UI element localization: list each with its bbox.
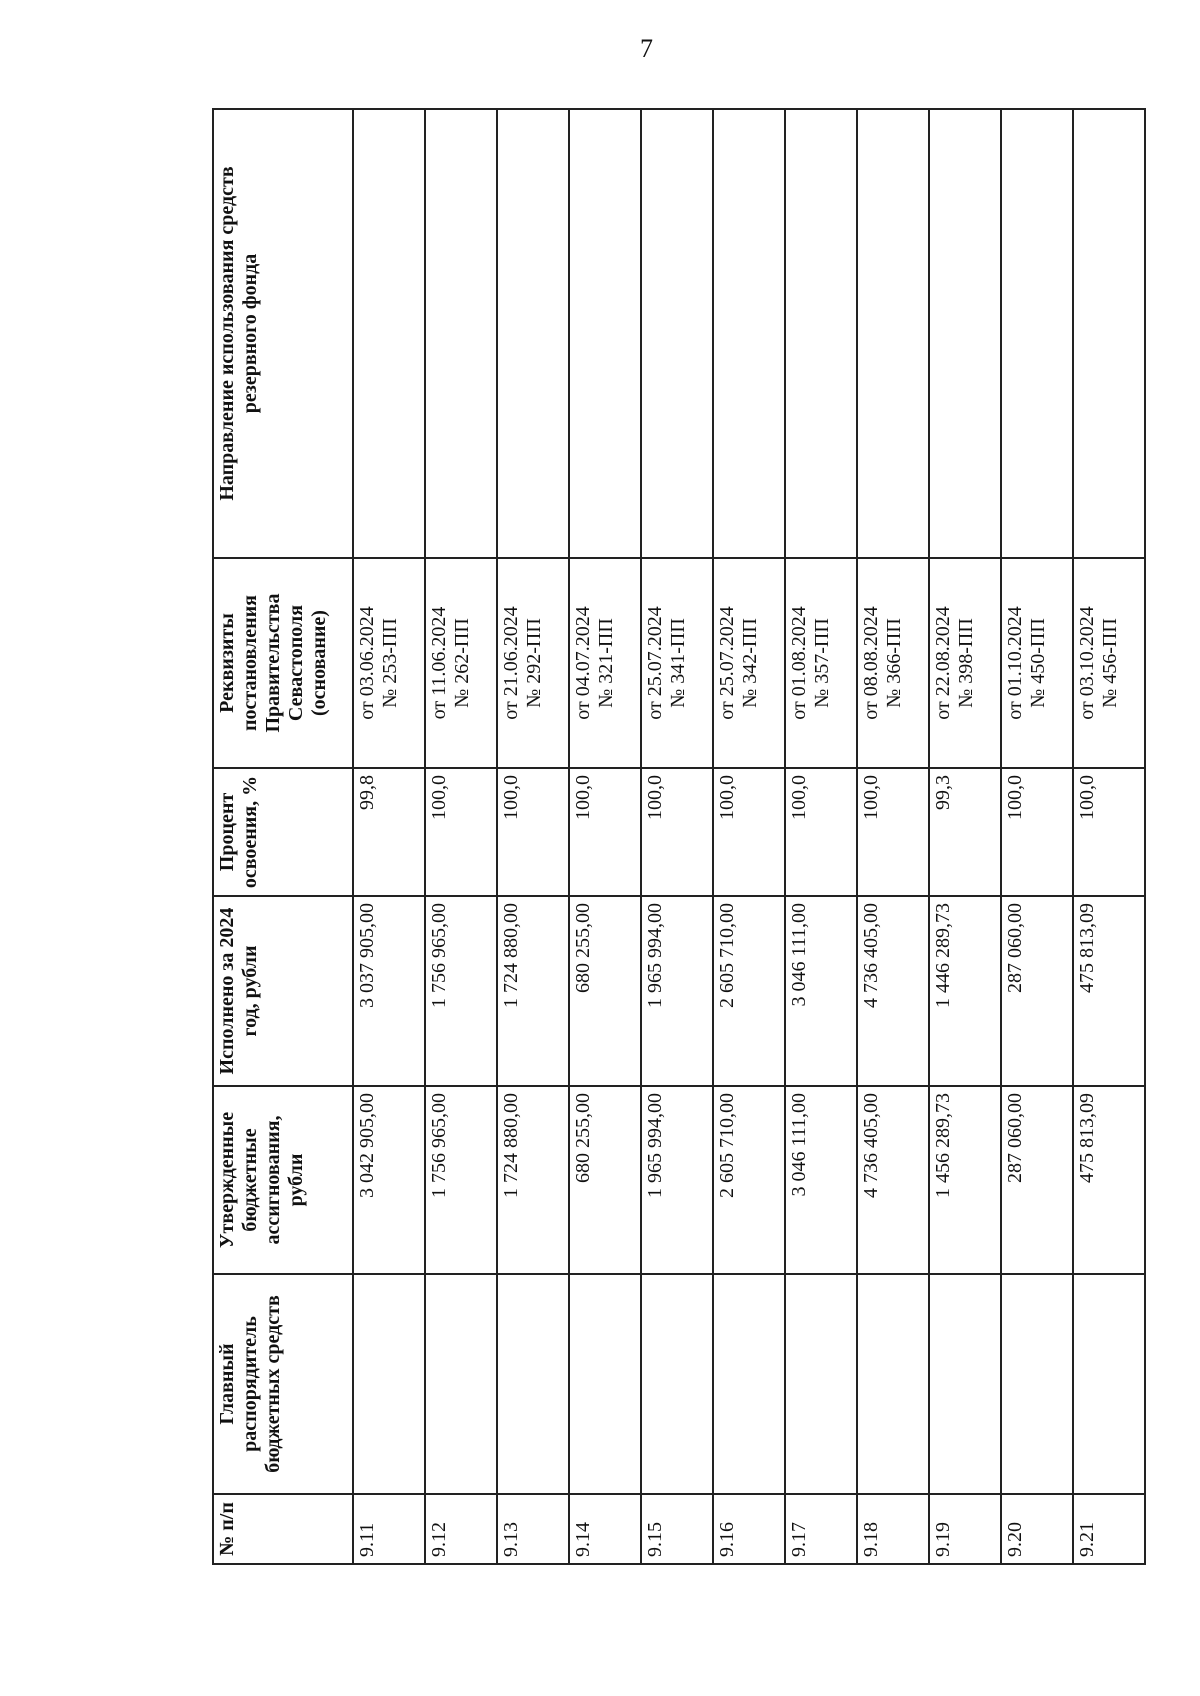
table-header-row — [213, 109, 353, 1564]
regulation-date: от 21.06.2024 — [500, 606, 522, 720]
table-row — [497, 109, 569, 1564]
regulation-number: № 357-ПП — [811, 618, 833, 708]
table-row — [929, 109, 1001, 1564]
regulation-date: от 25.07.2024 — [644, 606, 666, 720]
cell-approved: 1 965 994,00 — [641, 1086, 713, 1274]
cell-org — [353, 1274, 425, 1494]
regulation-date: от 22.08.2024 — [932, 606, 954, 720]
cell-org — [1073, 1274, 1145, 1494]
cell-direction — [857, 109, 929, 558]
cell-approved: 1 756 965,00 — [425, 1086, 497, 1274]
header-executed: Исполнено за 2024 год, рубли — [213, 896, 353, 1086]
header-regulation: Реквизиты постановления Правительства Севастополя (основание) — [213, 558, 353, 768]
table-row — [785, 109, 857, 1564]
cell-org — [497, 1274, 569, 1494]
table-row — [1001, 109, 1073, 1564]
regulation-number: № 253-ПП — [379, 618, 401, 708]
cell-percent: 100,0 — [1073, 768, 1145, 896]
cell-executed: 1 756 965,00 — [425, 896, 497, 1086]
cell-direction — [353, 109, 425, 558]
cell-executed: 475 813,09 — [1073, 896, 1145, 1086]
cell-percent: 99,3 — [929, 768, 1001, 896]
cell-executed: 4 736 405,00 — [857, 896, 929, 1086]
cell-regulation — [713, 558, 785, 768]
cell-direction — [1001, 109, 1073, 558]
cell-org — [569, 1274, 641, 1494]
regulation-date: от 08.08.2024 — [860, 606, 882, 720]
regulation-date: от 04.07.2024 — [572, 606, 594, 720]
cell-executed: 2 605 710,00 — [713, 896, 785, 1086]
cell-direction — [785, 109, 857, 558]
cell-percent: 99,8 — [353, 768, 425, 896]
cell-num: 9.19 — [929, 1494, 1001, 1564]
cell-regulation — [1001, 558, 1073, 768]
cell-percent: 100,0 — [425, 768, 497, 896]
cell-approved: 3 046 111,00 — [785, 1086, 857, 1274]
cell-regulation — [1073, 558, 1145, 768]
cell-direction — [641, 109, 713, 558]
cell-direction — [929, 109, 1001, 558]
cell-direction — [569, 109, 641, 558]
regulation-number: № 292-ПП — [523, 618, 545, 708]
table-row — [1073, 109, 1145, 1564]
cell-percent: 100,0 — [569, 768, 641, 896]
cell-executed: 1 724 880,00 — [497, 896, 569, 1086]
cell-regulation — [353, 558, 425, 768]
cell-direction — [713, 109, 785, 558]
cell-org — [1001, 1274, 1073, 1494]
cell-executed: 680 255,00 — [569, 896, 641, 1086]
regulation-date: от 25.07.2024 — [716, 606, 738, 720]
header-org: Главный распорядитель бюджетных средств — [213, 1274, 353, 1494]
regulation-date: от 03.10.2024 — [1076, 606, 1098, 720]
cell-num: 9.17 — [785, 1494, 857, 1564]
regulation-number: № 450-ПП — [1027, 618, 1049, 708]
cell-approved: 3 042 905,00 — [353, 1086, 425, 1274]
reserve-fund-table — [212, 108, 1146, 1565]
regulation-date: от 01.08.2024 — [788, 606, 810, 720]
cell-percent: 100,0 — [1001, 768, 1073, 896]
cell-regulation — [929, 558, 1001, 768]
cell-percent: 100,0 — [497, 768, 569, 896]
cell-approved: 1 456 289,73 — [929, 1086, 1001, 1274]
cell-approved: 4 736 405,00 — [857, 1086, 929, 1274]
cell-direction — [497, 109, 569, 558]
regulation-number: № 262-ПП — [451, 618, 473, 708]
cell-num: 9.21 — [1073, 1494, 1145, 1564]
cell-num: 9.12 — [425, 1494, 497, 1564]
cell-percent: 100,0 — [713, 768, 785, 896]
regulation-date: от 11.06.2024 — [428, 606, 450, 720]
regulation-number: № 342-ПП — [739, 618, 761, 708]
cell-executed: 1 965 994,00 — [641, 896, 713, 1086]
cell-approved: 2 605 710,00 — [713, 1086, 785, 1274]
cell-num: 9.16 — [713, 1494, 785, 1564]
header-direction: Направление использования средств резервного фонда — [213, 109, 353, 558]
regulation-number: № 341-ПП — [667, 618, 689, 708]
regulation-number: № 321-ПП — [595, 618, 617, 708]
cell-regulation — [641, 558, 713, 768]
table-row — [857, 109, 929, 1564]
cell-regulation — [857, 558, 929, 768]
cell-executed: 3 037 905,00 — [353, 896, 425, 1086]
cell-org — [713, 1274, 785, 1494]
table-row — [641, 109, 713, 1564]
cell-org — [425, 1274, 497, 1494]
cell-approved: 287 060,00 — [1001, 1086, 1073, 1274]
cell-num: 9.11 — [353, 1494, 425, 1564]
cell-num: 9.15 — [641, 1494, 713, 1564]
regulation-number: № 398-ПП — [955, 618, 977, 708]
cell-direction — [1073, 109, 1145, 558]
cell-executed: 287 060,00 — [1001, 896, 1073, 1086]
cell-org — [857, 1274, 929, 1494]
cell-regulation — [569, 558, 641, 768]
cell-num: 9.14 — [569, 1494, 641, 1564]
cell-percent: 100,0 — [641, 768, 713, 896]
header-percent: Процент освоения, % — [213, 768, 353, 896]
cell-num: 9.20 — [1001, 1494, 1073, 1564]
cell-regulation — [497, 558, 569, 768]
cell-org — [785, 1274, 857, 1494]
regulation-number: № 366-ПП — [883, 618, 905, 708]
cell-regulation — [785, 558, 857, 768]
regulation-date: от 03.06.2024 — [356, 606, 378, 720]
cell-approved: 1 724 880,00 — [497, 1086, 569, 1274]
table-row — [713, 109, 785, 1564]
cell-executed: 3 046 111,00 — [785, 896, 857, 1086]
cell-regulation — [425, 558, 497, 768]
table-row — [425, 109, 497, 1564]
cell-executed: 1 446 289,73 — [929, 896, 1001, 1086]
page-number: 7 — [640, 34, 653, 63]
cell-direction — [425, 109, 497, 558]
cell-org — [641, 1274, 713, 1494]
cell-org — [929, 1274, 1001, 1494]
cell-approved: 475 813,09 — [1073, 1086, 1145, 1274]
table-row — [353, 109, 425, 1564]
rotated-table-wrapper — [212, 110, 1146, 1565]
regulation-date: от 01.10.2024 — [1004, 606, 1026, 720]
cell-percent: 100,0 — [857, 768, 929, 896]
cell-num: 9.13 — [497, 1494, 569, 1564]
cell-approved: 680 255,00 — [569, 1086, 641, 1274]
regulation-number: № 456-ПП — [1099, 618, 1121, 708]
header-num: № п/п — [213, 1494, 353, 1564]
cell-percent: 100,0 — [785, 768, 857, 896]
cell-num: 9.18 — [857, 1494, 929, 1564]
header-approved: Утвержденные бюджетные ассигнования, рубли — [213, 1086, 353, 1274]
table-row — [569, 109, 641, 1564]
